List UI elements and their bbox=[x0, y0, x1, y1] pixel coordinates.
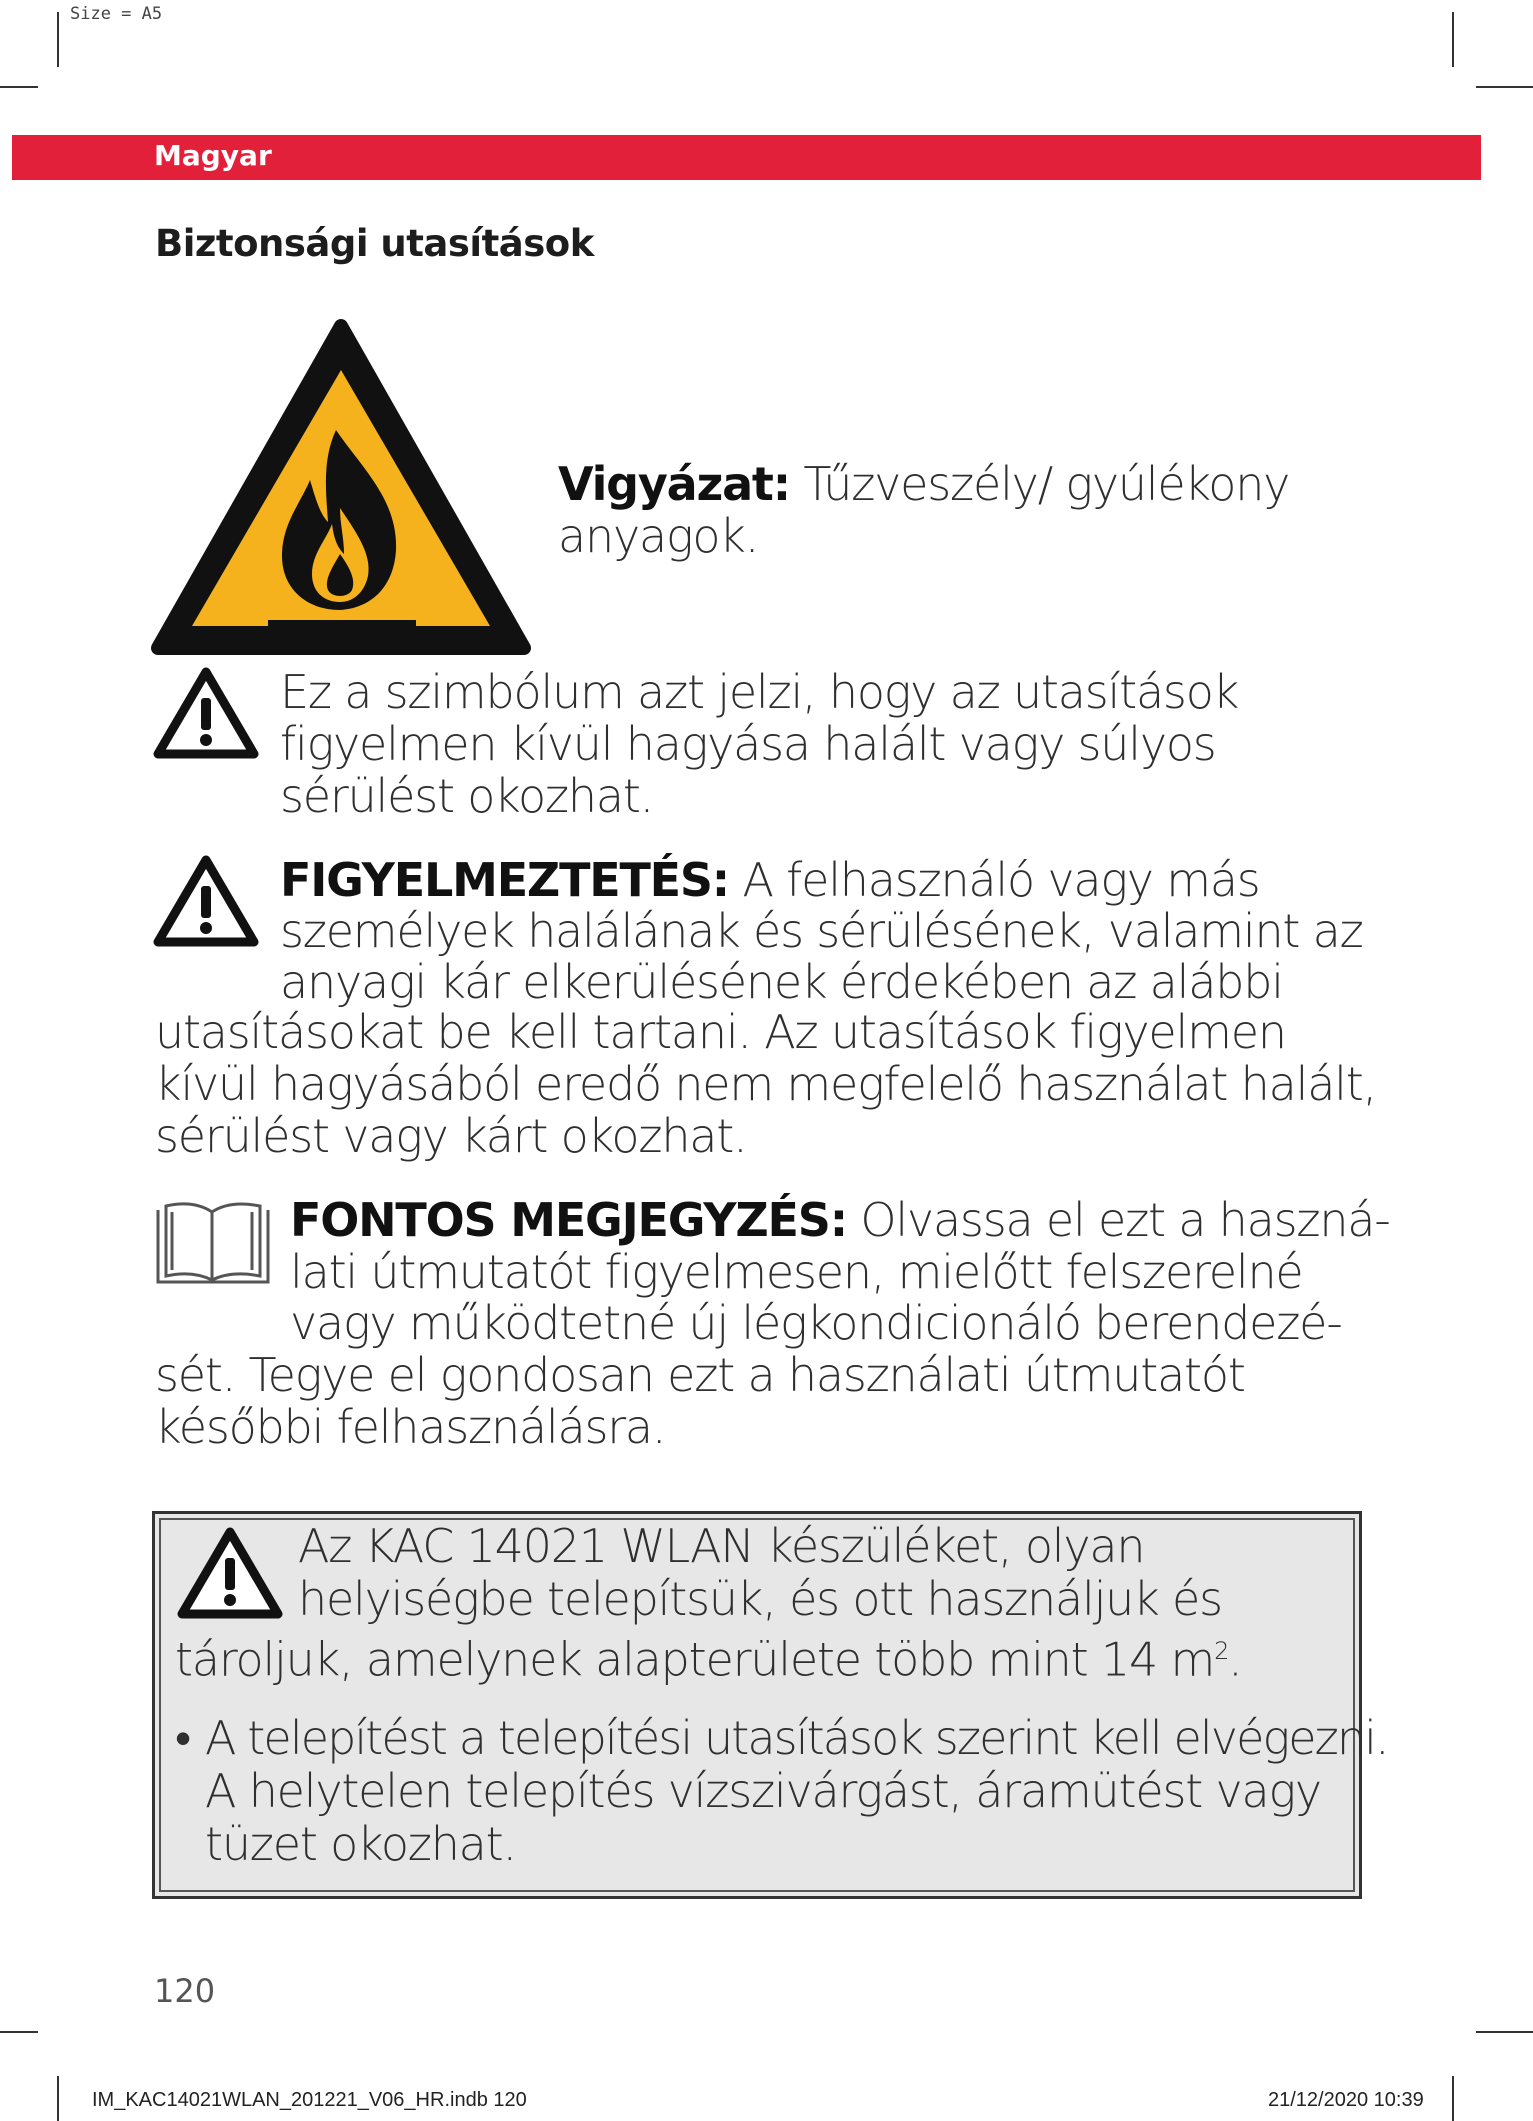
notice-bullet-line: tüzet okozhat. bbox=[205, 1817, 516, 1871]
print-size-note: Size = A5 bbox=[70, 4, 163, 24]
crop-mark bbox=[1452, 12, 1454, 67]
important-line: vagy működtetné új légkondicionáló berendezé- bbox=[290, 1296, 1342, 1350]
crop-mark bbox=[1476, 2031, 1533, 2033]
fire-warning-line: Tűzveszély/ gyúlékony bbox=[789, 457, 1290, 511]
notice-line: helyiségbe telepítsük, és ott használjuk és bbox=[298, 1572, 1222, 1626]
important-line: későbbi felhasználásra. bbox=[155, 1400, 666, 1454]
warning-line: kívül hagyásából eredő nem megfelelő használat halált, bbox=[155, 1057, 1377, 1111]
crop-mark bbox=[1452, 2076, 1454, 2121]
warning-triangle-icon bbox=[152, 666, 260, 762]
language-header-band bbox=[12, 135, 1481, 180]
warning-triangle-icon bbox=[176, 1526, 284, 1622]
print-footer-datetime: 21/12/2020 10:39 bbox=[1268, 2089, 1424, 2111]
important-label: FONTOS MEGJEGYZÉS: bbox=[290, 1193, 847, 1247]
notice-line: tároljuk, amelynek alapterülete több mint 14 $m^2$. bbox=[175, 1632, 1242, 1687]
warning-line: utasításokat be kell tartani. Az utasítások figyelmen bbox=[155, 1005, 1286, 1059]
superscript: 2 bbox=[1214, 1637, 1229, 1665]
crop-mark bbox=[0, 2031, 38, 2033]
warning-label: FIGYELMEZTETÉS: bbox=[280, 853, 730, 907]
notice-bullet-line: A telepítést a telepítési utasítások szerint kell elvégezni. bbox=[205, 1711, 1388, 1765]
notice-bullet: • bbox=[175, 1711, 190, 1765]
warning-triangle-icon bbox=[152, 854, 260, 950]
notice-line: Az KAC 14021 WLAN készüléket, olyan bbox=[298, 1519, 1145, 1573]
symbol-note-line: figyelmen kívül hagyása halált vagy súlyos bbox=[280, 717, 1216, 771]
page-number: 120 bbox=[154, 1972, 216, 2010]
symbol-note-text bbox=[280, 666, 1238, 822]
crop-mark bbox=[57, 2076, 59, 2121]
warning-line: FIGYELMEZTETÉS: A felhasználó vagy más bbox=[280, 853, 1260, 907]
fire-warning-label: Vigyázat: bbox=[558, 457, 790, 511]
symbol-note-line: sérülést okozhat. bbox=[280, 769, 654, 823]
open-book-icon bbox=[154, 1200, 272, 1288]
warning-line: személyek halálának és sérülésének, valamint az bbox=[280, 904, 1363, 958]
language-label: Magyar bbox=[154, 139, 272, 172]
symbol-note-line: Ez a szimbólum azt jelzi, hogy az utasítások bbox=[280, 665, 1239, 719]
important-line: lati útmutatót figyelmesen, mielőtt felszerelné bbox=[290, 1245, 1303, 1299]
print-footer-file: IM_KAC14021WLAN_201221_V06_HR.indb 120 bbox=[92, 2089, 527, 2111]
warning-line: sérülést vagy kárt okozhat. bbox=[155, 1109, 747, 1163]
fire-warning-text bbox=[558, 458, 1289, 562]
notice-bullet-line: A helytelen telepítés vízszivárgást, áramütést vagy bbox=[205, 1764, 1321, 1818]
warning-line: anyagi kár elkerülésének érdekében az alábbi bbox=[280, 955, 1283, 1009]
important-line: FONTOS MEGJEGYZÉS: Olvassa el ezt a haszná- bbox=[290, 1193, 1390, 1247]
section-title: Biztonsági utasítások bbox=[155, 222, 594, 265]
fire-warning-line: anyagok. bbox=[558, 509, 759, 563]
crop-mark bbox=[0, 86, 38, 88]
crop-mark bbox=[57, 12, 59, 67]
flammable-warning-icon bbox=[150, 318, 532, 656]
crop-mark bbox=[1476, 86, 1533, 88]
important-line: sét. Tegye el gondosan ezt a használati útmutatót bbox=[155, 1348, 1245, 1402]
